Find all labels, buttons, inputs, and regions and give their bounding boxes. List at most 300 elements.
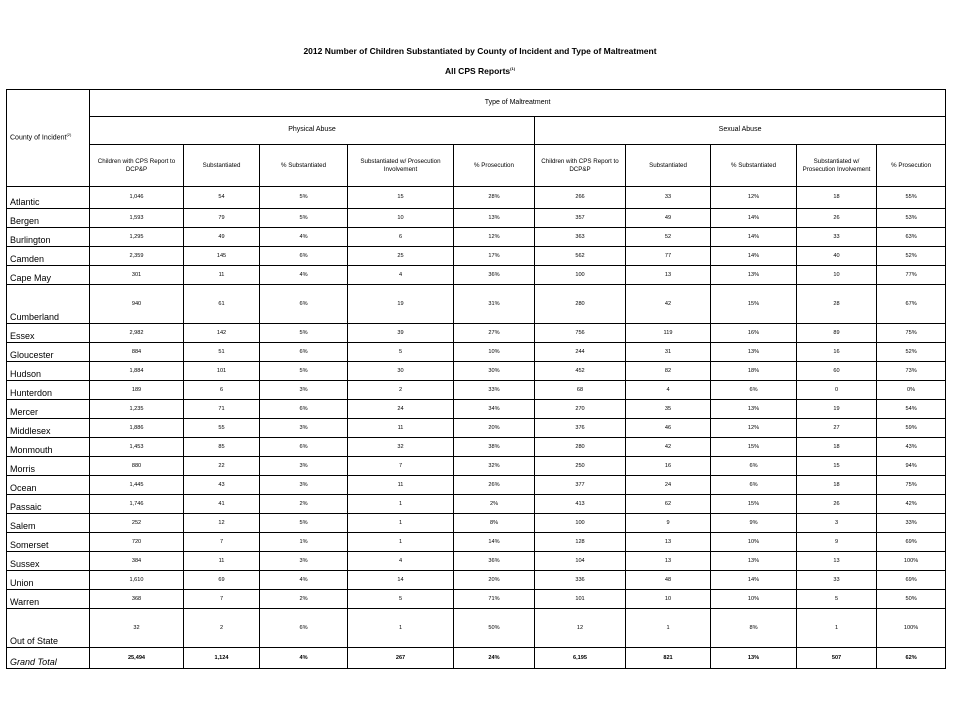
value-cell: 1,235 [90,400,184,419]
value-cell: 5% [260,324,348,343]
value-cell: 280 [535,438,626,457]
value-cell: 5% [260,209,348,228]
value-cell: 12% [711,419,797,438]
value-cell: 63% [877,228,946,247]
county-cell: Cape May [7,266,90,285]
physical-abuse-header: Physical Abuse [90,117,535,145]
value-cell: 24 [348,400,454,419]
value-cell: 50% [454,609,535,648]
value-cell: 7 [348,457,454,476]
value-cell: 4 [348,552,454,571]
value-cell: 15 [348,187,454,209]
value-cell: 16% [711,324,797,343]
value-cell: 61 [184,285,260,324]
table-row [7,419,946,438]
value-cell: 59% [877,419,946,438]
value-cell: 24% [454,648,535,669]
value-cell: 26 [797,209,877,228]
value-cell: 1,610 [90,571,184,590]
county-cell: Sussex [7,552,90,571]
value-cell: 15% [711,438,797,457]
value-cell: 6% [260,438,348,457]
value-cell: 33 [797,571,877,590]
value-cell: 30% [454,362,535,381]
value-cell: 33% [454,381,535,400]
value-cell: 39 [348,324,454,343]
total-row [7,648,946,669]
value-cell: 50% [877,590,946,609]
value-cell: 82 [626,362,711,381]
value-cell: 4% [260,648,348,669]
value-cell: 10% [711,590,797,609]
value-cell: 5 [348,590,454,609]
value-cell: 4 [348,266,454,285]
value-cell: 10% [454,343,535,362]
value-cell: 13% [711,400,797,419]
county-cell: Essex [7,324,90,343]
county-cell: Out of State [7,609,90,648]
value-cell: 1,593 [90,209,184,228]
value-cell: 25,494 [90,648,184,669]
county-cell: Monmouth [7,438,90,457]
table-row [7,228,946,247]
county-cell: Somerset [7,533,90,552]
value-cell: 11 [184,552,260,571]
value-cell: 26 [797,495,877,514]
value-cell: 43% [877,438,946,457]
value-cell: 2 [184,609,260,648]
value-cell: 18% [711,362,797,381]
value-cell: 5% [260,514,348,533]
value-cell: 940 [90,285,184,324]
value-cell: 12% [711,187,797,209]
value-cell: 18 [797,187,877,209]
value-cell: 3% [260,552,348,571]
value-cell: 6% [260,400,348,419]
county-cell: Cumberland [7,285,90,324]
value-cell: 100 [535,266,626,285]
value-cell: 49 [626,209,711,228]
value-cell: 9 [797,533,877,552]
value-cell: 24 [626,476,711,495]
value-cell: 71% [454,590,535,609]
county-cell: Passaic [7,495,90,514]
table-row [7,533,946,552]
value-cell: 6% [711,457,797,476]
value-cell: 6% [711,476,797,495]
value-cell: 27% [454,324,535,343]
county-cell: Middlesex [7,419,90,438]
value-cell: 31% [454,285,535,324]
value-cell: 22 [184,457,260,476]
value-cell: 119 [626,324,711,343]
value-cell: 1,746 [90,495,184,514]
value-cell: 13% [711,343,797,362]
value-cell: 14% [711,209,797,228]
value-cell: 75% [877,476,946,495]
value-cell: 0 [797,381,877,400]
column-header: % Prosecution [454,145,535,187]
value-cell: 336 [535,571,626,590]
county-cell: Grand Total [7,648,90,669]
value-cell: 8% [711,609,797,648]
county-cell: Mercer [7,400,90,419]
value-cell: 33 [626,187,711,209]
value-cell: 5% [260,362,348,381]
value-cell: 1,453 [90,438,184,457]
value-cell: 3% [260,457,348,476]
value-cell: 25 [348,247,454,266]
value-cell: 11 [348,419,454,438]
county-cell: Morris [7,457,90,476]
value-cell: 10 [797,266,877,285]
value-cell: 62 [626,495,711,514]
value-cell: 100% [877,552,946,571]
value-cell: 1 [348,514,454,533]
table-row [7,209,946,228]
value-cell: 13 [626,266,711,285]
value-cell: 8% [454,514,535,533]
value-cell: 55 [184,419,260,438]
value-cell: 5% [260,187,348,209]
value-cell: 36% [454,552,535,571]
column-header: % Prosecution [877,145,946,187]
value-cell: 1,295 [90,228,184,247]
value-cell: 16 [797,343,877,362]
value-cell: 79 [184,209,260,228]
header-row-type [7,90,946,117]
value-cell: 32 [90,609,184,648]
value-cell: 68 [535,381,626,400]
table-row [7,381,946,400]
table-row [7,571,946,590]
table-row [7,495,946,514]
value-cell: 75% [877,324,946,343]
value-cell: 4% [260,571,348,590]
value-cell: 6% [260,609,348,648]
value-cell: 94% [877,457,946,476]
table-row [7,187,946,209]
value-cell: 48 [626,571,711,590]
value-cell: 104 [535,552,626,571]
value-cell: 250 [535,457,626,476]
subtitle-footnote: (1) [510,66,516,72]
column-header: Substantiated w/ Prosecution Involvement [348,145,454,187]
value-cell: 33% [877,514,946,533]
value-cell: 4% [260,228,348,247]
value-cell: 880 [90,457,184,476]
county-header-footnote: (2) [66,132,72,138]
value-cell: 1% [260,533,348,552]
report-title: 2012 Number of Children Substantiated by County of Incident and Type of Maltreatment [303,46,657,56]
value-cell: 12 [535,609,626,648]
value-cell: 32 [348,438,454,457]
table-row [7,438,946,457]
value-cell: 6% [260,247,348,266]
report-subtitle [0,66,960,76]
value-cell: 7 [184,590,260,609]
value-cell: 13% [711,648,797,669]
value-cell: 3% [260,419,348,438]
value-cell: 10 [626,590,711,609]
value-cell: 3% [260,381,348,400]
value-cell: 54 [184,187,260,209]
value-cell: 14% [711,247,797,266]
county-cell: Camden [7,247,90,266]
value-cell: 18 [797,476,877,495]
value-cell: 15 [797,457,877,476]
value-cell: 14% [711,228,797,247]
value-cell: 16 [626,457,711,476]
county-cell: Atlantic [7,187,90,209]
value-cell: 67% [877,285,946,324]
value-cell: 6 [184,381,260,400]
value-cell: 13 [626,533,711,552]
table-row [7,285,946,324]
column-header: Children with CPS Report to DCP&P [535,145,626,187]
column-header: Substantiated w/ Prosecution Involvement [797,145,877,187]
value-cell: 12 [184,514,260,533]
value-cell: 1 [626,609,711,648]
value-cell: 43 [184,476,260,495]
value-cell: 189 [90,381,184,400]
value-cell: 280 [535,285,626,324]
type-header: Type of Maltreatment [90,90,946,117]
value-cell: 1 [348,495,454,514]
value-cell: 1 [797,609,877,648]
value-cell: 142 [184,324,260,343]
value-cell: 10% [711,533,797,552]
value-cell: 26% [454,476,535,495]
value-cell: 384 [90,552,184,571]
value-cell: 507 [797,648,877,669]
county-header-label: County of Incident [10,134,67,142]
county-header [7,90,90,187]
value-cell: 18 [797,438,877,457]
value-cell: 252 [90,514,184,533]
value-cell: 30 [348,362,454,381]
value-cell: 73% [877,362,946,381]
value-cell: 301 [90,266,184,285]
value-cell: 128 [535,533,626,552]
value-cell: 36% [454,266,535,285]
value-cell: 42 [626,285,711,324]
value-cell: 267 [348,648,454,669]
value-cell: 357 [535,209,626,228]
county-cell: Hunterdon [7,381,90,400]
value-cell: 7 [184,533,260,552]
value-cell: 17% [454,247,535,266]
value-cell: 720 [90,533,184,552]
value-cell: 19 [348,285,454,324]
value-cell: 6 [348,228,454,247]
table-row [7,247,946,266]
value-cell: 12% [454,228,535,247]
value-cell: 562 [535,247,626,266]
value-cell: 14% [454,533,535,552]
table-row [7,590,946,609]
value-cell: 19 [797,400,877,419]
value-cell: 20% [454,571,535,590]
table-row [7,457,946,476]
value-cell: 28% [454,187,535,209]
value-cell: 85 [184,438,260,457]
value-cell: 14% [711,571,797,590]
value-cell: 821 [626,648,711,669]
value-cell: 13 [797,552,877,571]
column-header: % Substantiated [260,145,348,187]
value-cell: 33 [797,228,877,247]
county-cell: Warren [7,590,90,609]
table-row [7,266,946,285]
county-cell: Salem [7,514,90,533]
value-cell: 13% [711,266,797,285]
value-cell: 27 [797,419,877,438]
table-row [7,400,946,419]
value-cell: 42 [626,438,711,457]
value-cell: 6% [260,285,348,324]
value-cell: 9% [711,514,797,533]
value-cell: 69% [877,571,946,590]
value-cell: 89 [797,324,877,343]
value-cell: 52% [877,247,946,266]
value-cell: 2,359 [90,247,184,266]
value-cell: 1 [348,609,454,648]
value-cell: 62% [877,648,946,669]
value-cell: 377 [535,476,626,495]
column-header: Substantiated [184,145,260,187]
column-header: % Substantiated [711,145,797,187]
value-cell: 69 [184,571,260,590]
county-cell: Ocean [7,476,90,495]
value-cell: 3 [797,514,877,533]
value-cell: 15% [711,495,797,514]
value-cell: 2% [454,495,535,514]
value-cell: 53% [877,209,946,228]
value-cell: 35 [626,400,711,419]
value-cell: 1,884 [90,362,184,381]
value-cell: 60 [797,362,877,381]
value-cell: 368 [90,590,184,609]
table-row [7,552,946,571]
value-cell: 376 [535,419,626,438]
value-cell: 13% [454,209,535,228]
value-cell: 6% [260,343,348,362]
value-cell: 40 [797,247,877,266]
column-header: Substantiated [626,145,711,187]
value-cell: 15% [711,285,797,324]
value-cell: 11 [184,266,260,285]
value-cell: 52% [877,343,946,362]
value-cell: 11 [348,476,454,495]
value-cell: 1,886 [90,419,184,438]
value-cell: 5 [797,590,877,609]
value-cell: 6% [711,381,797,400]
value-cell: 31 [626,343,711,362]
value-cell: 363 [535,228,626,247]
value-cell: 244 [535,343,626,362]
value-cell: 55% [877,187,946,209]
header-row-groups [7,117,946,145]
value-cell: 28 [797,285,877,324]
value-cell: 2% [260,590,348,609]
table-row [7,324,946,343]
value-cell: 41 [184,495,260,514]
table-row [7,362,946,381]
value-cell: 1,046 [90,187,184,209]
value-cell: 101 [184,362,260,381]
value-cell: 14 [348,571,454,590]
county-cell: Union [7,571,90,590]
value-cell: 100% [877,609,946,648]
value-cell: 32% [454,457,535,476]
value-cell: 9 [626,514,711,533]
table-row [7,609,946,648]
value-cell: 71 [184,400,260,419]
value-cell: 266 [535,187,626,209]
value-cell: 270 [535,400,626,419]
value-cell: 884 [90,343,184,362]
value-cell: 4 [626,381,711,400]
value-cell: 413 [535,495,626,514]
value-cell: 42% [877,495,946,514]
value-cell: 4% [260,266,348,285]
value-cell: 52 [626,228,711,247]
value-cell: 49 [184,228,260,247]
value-cell: 34% [454,400,535,419]
table-row [7,514,946,533]
value-cell: 756 [535,324,626,343]
value-cell: 1,445 [90,476,184,495]
value-cell: 2 [348,381,454,400]
column-header: Children with CPS Report to DCP&P [90,145,184,187]
value-cell: 77% [877,266,946,285]
value-cell: 38% [454,438,535,457]
value-cell: 1,124 [184,648,260,669]
value-cell: 5 [348,343,454,362]
value-cell: 51 [184,343,260,362]
value-cell: 13 [626,552,711,571]
value-cell: 100 [535,514,626,533]
value-cell: 2% [260,495,348,514]
value-cell: 145 [184,247,260,266]
county-cell: Bergen [7,209,90,228]
value-cell: 20% [454,419,535,438]
value-cell: 69% [877,533,946,552]
value-cell: 10 [348,209,454,228]
county-cell: Burlington [7,228,90,247]
value-cell: 77 [626,247,711,266]
value-cell: 6,195 [535,648,626,669]
subtitle-text: All CPS Reports [444,66,511,76]
value-cell: 46 [626,419,711,438]
sexual-abuse-header: Sexual Abuse [535,117,946,145]
value-cell: 3% [260,476,348,495]
table-row [7,476,946,495]
county-cell: Gloucester [7,343,90,362]
header-row-columns [7,145,946,187]
value-cell: 54% [877,400,946,419]
value-cell: 2,982 [90,324,184,343]
value-cell: 1 [348,533,454,552]
maltreatment-table [6,89,946,669]
value-cell: 0% [877,381,946,400]
value-cell: 452 [535,362,626,381]
value-cell: 101 [535,590,626,609]
table-row [7,343,946,362]
county-cell: Hudson [7,362,90,381]
value-cell: 13% [711,552,797,571]
